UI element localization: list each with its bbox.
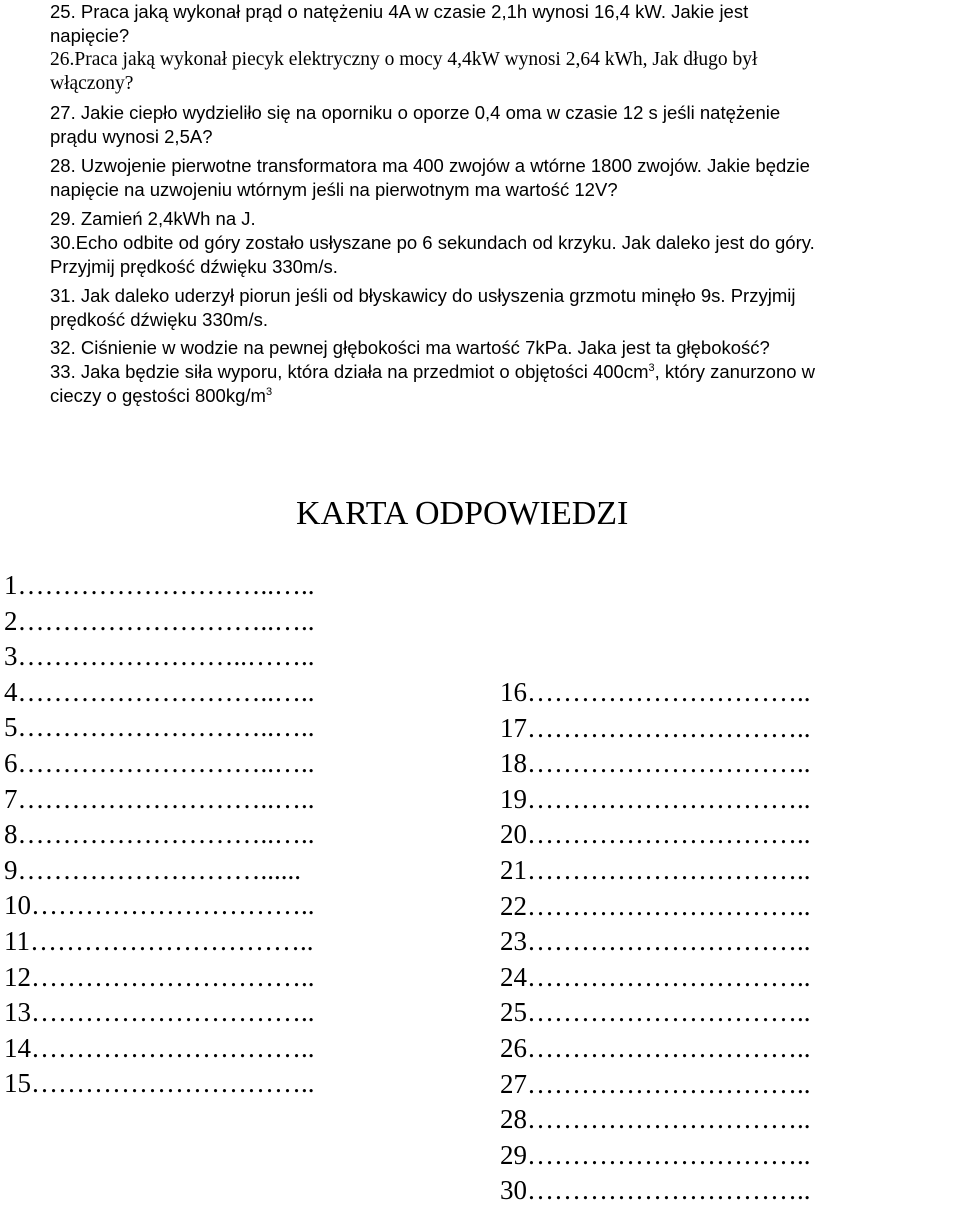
answer-line[interactable]: 18………………………….. [500, 748, 811, 779]
question-29: 29. Zamień 2,4kWh na J. [50, 208, 256, 229]
answer-card-title: KARTA ODPOWIEDZI [296, 495, 629, 532]
answer-line[interactable]: 13………………………….. [4, 997, 315, 1028]
answer-line[interactable]: 4………………………..….. [4, 676, 315, 707]
answer-line[interactable]: 22………………………….. [500, 890, 811, 921]
answer-line[interactable]: 26………………………….. [500, 1033, 811, 1063]
question-28: 28. Uzwojenie pierwotne transformatora ma 400 zwojów a wtórne 1800 zwojów. Jakie będzie napięcie na uzwojeniu wtórnym jeśli na pierwotnym ma wartość 12V? [50, 155, 810, 200]
question-32: 32. Ciśnienie w wodzie na pewnej głębokości ma wartość 7kPa. Jaka jest ta głębokość? [50, 337, 770, 358]
question-33-text-2: , który zanurzono w cieczy o gęstości 800kg/m [50, 361, 816, 406]
answer-line[interactable]: 15………………………….. [4, 1068, 315, 1099]
answer-line[interactable]: 3……………………..…….. [4, 641, 315, 672]
answer-line[interactable]: 29………………………….. [500, 1139, 811, 1170]
answer-line[interactable]: 14………………………….. [4, 1032, 315, 1063]
question-26: 26.Praca jaką wykonał piecyk elektryczny o mocy 4,4kW wynosi 2,64 kWh, Jak długo był włączony? [50, 49, 758, 94]
superscript-3: 3 [265, 385, 273, 398]
answer-line[interactable]: 24………………………….. [500, 961, 811, 992]
answer-line[interactable]: 10………………………….. [4, 890, 315, 921]
answer-line[interactable]: 7………………………..….. [4, 783, 315, 814]
question-33 [50, 360, 930, 407]
answer-line[interactable]: 19………………………….. [500, 783, 811, 814]
answer-line[interactable]: 23………………………….. [500, 926, 811, 957]
answer-line[interactable]: 11………………………….. [4, 926, 314, 956]
question-31: 31. Jak daleko uderzył piorun jeśli od błyskawicy do usłyszenia grzmotu minęło 9s. Przyjmij prędkość dźwięku 330m/s. [50, 285, 796, 330]
answer-line[interactable]: 5………………………..….. [4, 712, 315, 743]
answer-line[interactable]: 20………………………….. [500, 819, 811, 850]
answer-line[interactable]: 21………………………….. [500, 855, 811, 885]
answer-line[interactable]: 1………………………..….. [4, 570, 315, 600]
superscript-3: 3 [648, 362, 655, 374]
answer-line[interactable]: 17………………………….. [500, 712, 811, 743]
question-30: 30.Echo odbite od góry zostało usłyszane po 6 sekundach od krzyku. Jak daleko jest do góry. Przyjmij prędkość dźwięku 330m/s. [50, 232, 815, 277]
answer-line[interactable]: 25………………………….. [500, 997, 811, 1028]
answer-line[interactable]: 16………………………….. [500, 677, 811, 707]
answer-line[interactable]: 27………………………….. [500, 1068, 811, 1099]
answer-line[interactable]: 8………………………..….. [4, 819, 315, 850]
answer-line[interactable]: 2………………………..….. [4, 605, 315, 636]
answer-line[interactable]: 28………………………….. [500, 1104, 811, 1135]
answer-line[interactable]: 12………………………….. [4, 961, 315, 992]
question-27: 27. Jakie ciepło wydzieliło się na oporniku o oporze 0,4 oma w czasie 12 s jeśli natężenie prądu wynosi 2,5A? [50, 102, 781, 147]
question-25: 25. Praca jaką wykonał prąd o natężeniu 4A w czasie 2,1h wynosi 16,4 kW. Jakie jest napięcie? [50, 1, 749, 46]
answer-line[interactable]: 30………………………….. [500, 1175, 811, 1206]
answer-line[interactable]: 6………………………..….. [4, 748, 315, 778]
question-33-text-1: 33. Jaka będzie siła wyporu, która działa na przedmiot o objętości 400cm [50, 361, 649, 382]
answer-line[interactable]: 9………………………...... [4, 854, 301, 885]
